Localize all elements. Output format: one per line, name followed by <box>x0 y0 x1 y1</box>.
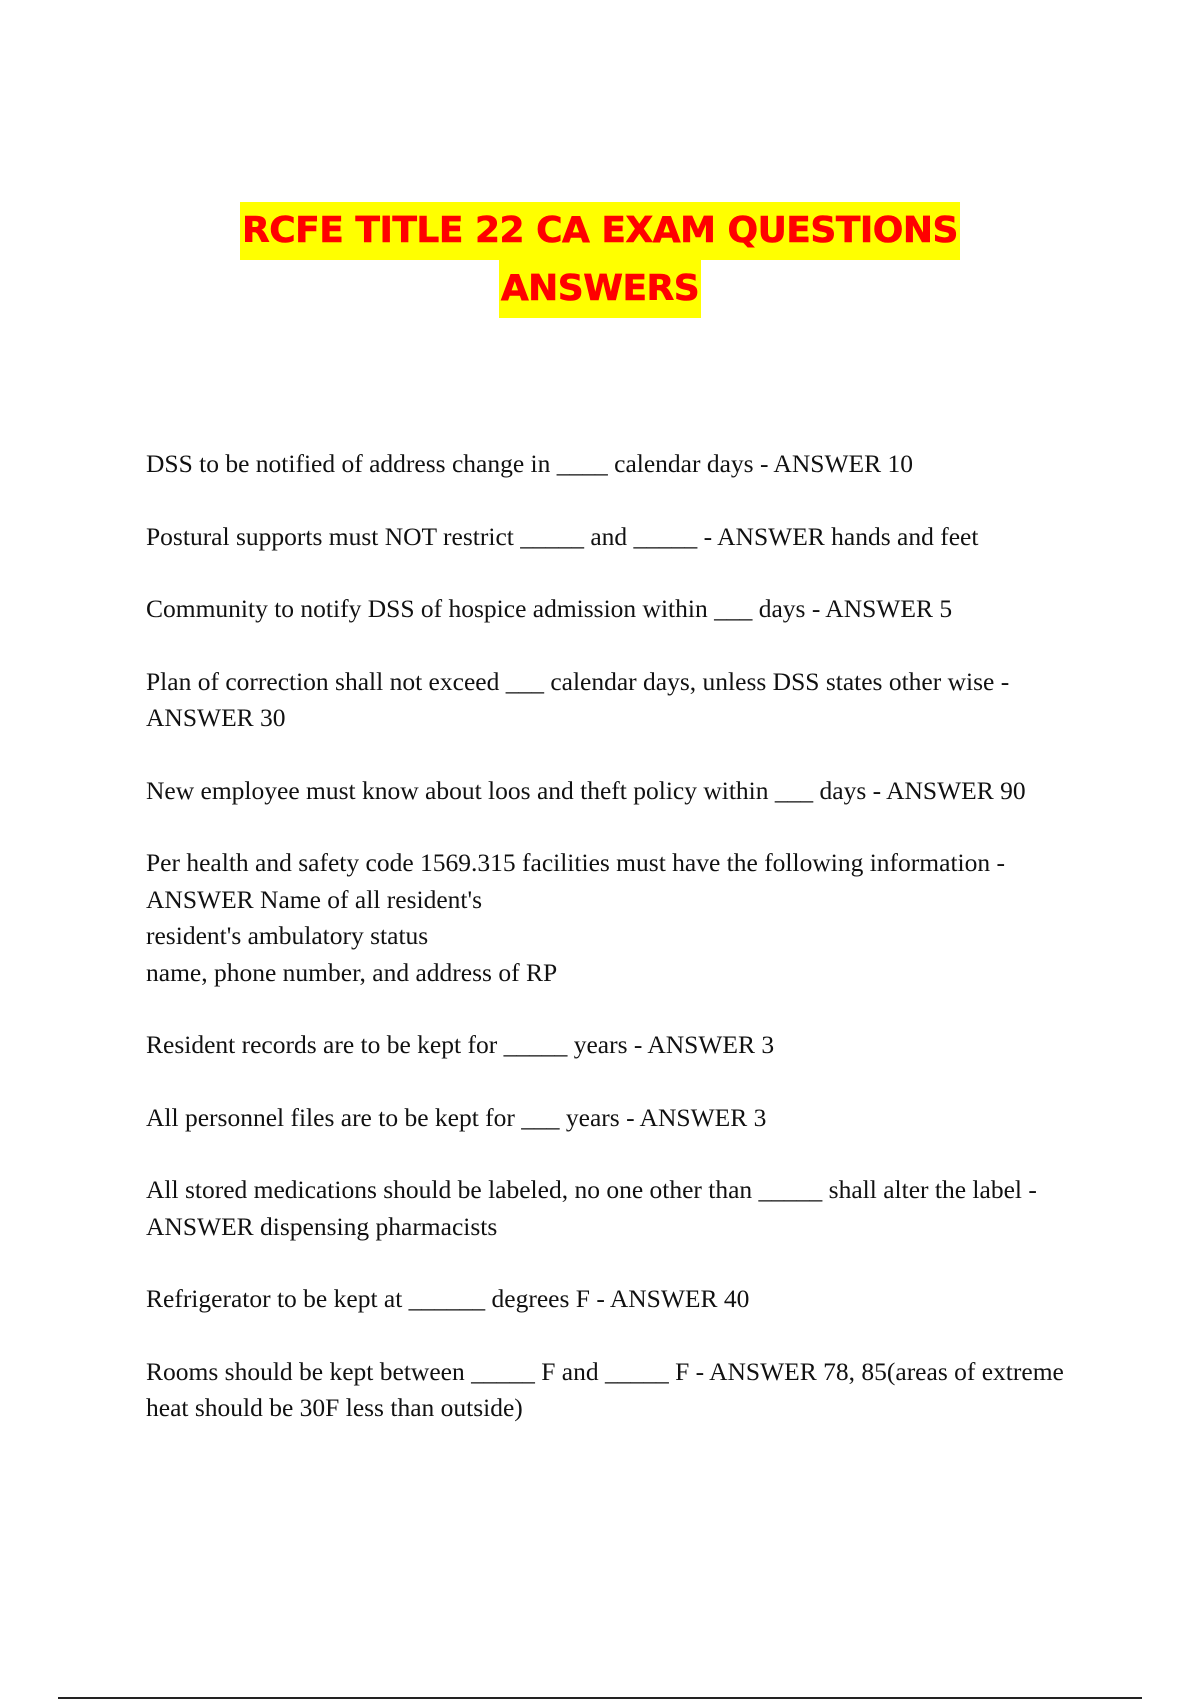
qa-item-address-change: DSS to be notified of address change in ____ calendar days - ANSWER 10 <box>146 449 913 478</box>
qa-item-health-safety-code: Per health and safety code 1569.315 facilities must have the following information - ANSWER Name of all resident's resident's ambulatory status name, phone number, and address of RP <box>146 848 1005 987</box>
qa-item-hospice-admission: Community to notify DSS of hospice admission within ___ days - ANSWER 5 <box>146 594 953 623</box>
qa-item-personnel-files: All personnel files are to be kept for ___ years - ANSWER 3 <box>146 1102 767 1132</box>
qa-item-plan-of-correction: Plan of correction shall not exceed ___ calendar days, unless DSS states other wise - ANSWER 30 <box>146 666 1010 732</box>
title-line-1: RCFE TITLE 22 CA EXAM QUESTIONS <box>240 202 960 260</box>
footer-divider <box>58 1697 1142 1699</box>
title-line-2: ANSWERS <box>499 260 701 318</box>
qa-item-room-temperature: Rooms should be kept between _____ F and _____ F - ANSWER 78, 85(areas of extreme heat should be 30F less than outside) <box>146 1356 1064 1422</box>
qa-item-stored-medications: All stored medications should be labeled, no one other than _____ shall alter the label - ANSWER dispensing pharmacists <box>146 1175 1037 1241</box>
qa-item-resident-records: Resident records are to be kept for _____ years - ANSWER 3 <box>146 1030 775 1059</box>
qa-item-postural-supports: Postural supports must NOT restrict _____ and _____ - ANSWER hands and feet <box>146 521 979 551</box>
qa-item-theft-policy: New employee must know about loos and theft policy within ___ days - ANSWER 90 <box>146 775 1026 805</box>
qa-item-refrigerator: Refrigerator to be kept at ______ degrees F - ANSWER 40 <box>146 1284 750 1313</box>
question-answer-list <box>146 446 1066 1463</box>
document-title <box>0 202 1200 318</box>
